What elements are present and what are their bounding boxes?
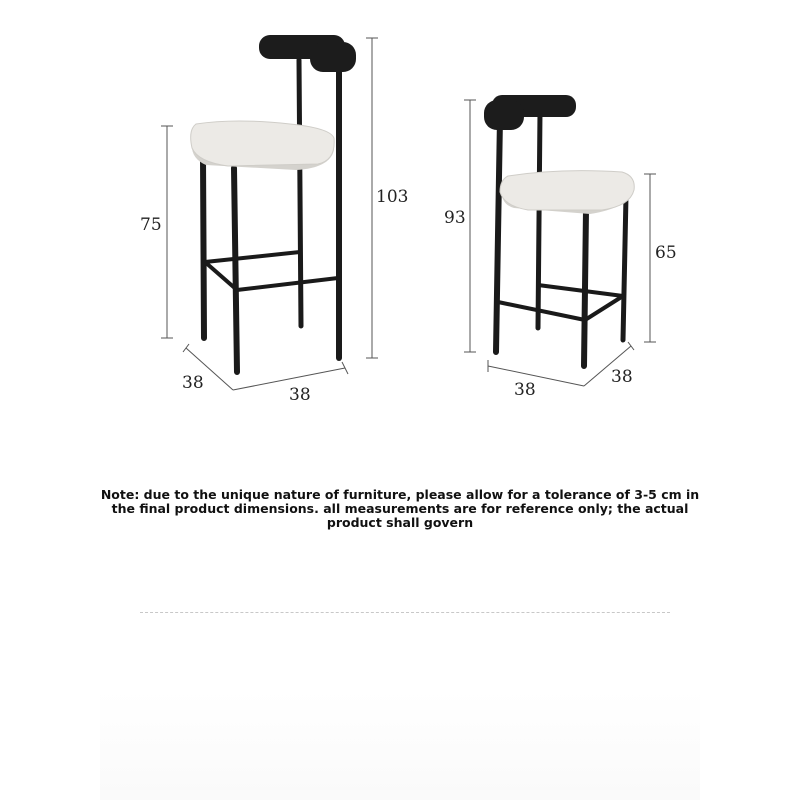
short-back-post-right xyxy=(538,112,540,328)
short-front-leg-left xyxy=(584,210,586,366)
short-footrest-side xyxy=(585,296,623,320)
short-back-post-left xyxy=(496,118,500,352)
tall-footrest-side xyxy=(205,262,237,290)
lower-blank-area xyxy=(100,690,700,800)
tall-back-cushion-front xyxy=(310,42,356,72)
tall-total-height-label: 103 xyxy=(376,187,409,207)
short-footrest-back xyxy=(538,285,623,296)
tall-seat-height-dimension xyxy=(140,126,173,338)
tall-depth-dimension xyxy=(182,344,233,393)
short-front-leg-right xyxy=(623,196,626,340)
tall-width-dimension xyxy=(233,362,348,405)
tolerance-note: Note: due to the unique nature of furniture, please allow for a tolerance of 3-5 cm in the final product dimensions. all measurements are for reference only; the actual product shall govern xyxy=(100,487,700,530)
tall-front-leg-right xyxy=(234,168,237,372)
short-total-height-label: 93 xyxy=(444,208,466,228)
section-divider xyxy=(140,612,670,613)
short-footrest-front xyxy=(498,302,585,320)
short-total-height-dimension xyxy=(444,100,476,352)
short-width-label: 38 xyxy=(514,380,536,400)
tall-front-leg-left xyxy=(203,158,204,338)
tall-depth-label: 38 xyxy=(182,373,204,393)
tall-stool xyxy=(140,35,408,405)
short-width-dimension xyxy=(488,360,584,400)
short-depth-label: 38 xyxy=(611,367,633,387)
tall-seat-height-label: 75 xyxy=(140,215,162,235)
short-stool xyxy=(444,95,677,400)
tall-footrest-front xyxy=(205,252,300,262)
short-depth-dimension xyxy=(584,342,634,387)
tall-back-post-left xyxy=(299,60,301,326)
tall-width-label: 38 xyxy=(289,385,311,405)
tall-seat xyxy=(191,121,335,166)
short-back-cushion-front xyxy=(484,100,524,130)
tall-footrest-back xyxy=(237,278,338,290)
short-seat xyxy=(500,171,634,210)
short-seat-height-dimension xyxy=(644,174,677,342)
short-seat-height-label: 65 xyxy=(655,243,677,263)
tall-total-height-dimension xyxy=(366,38,408,358)
